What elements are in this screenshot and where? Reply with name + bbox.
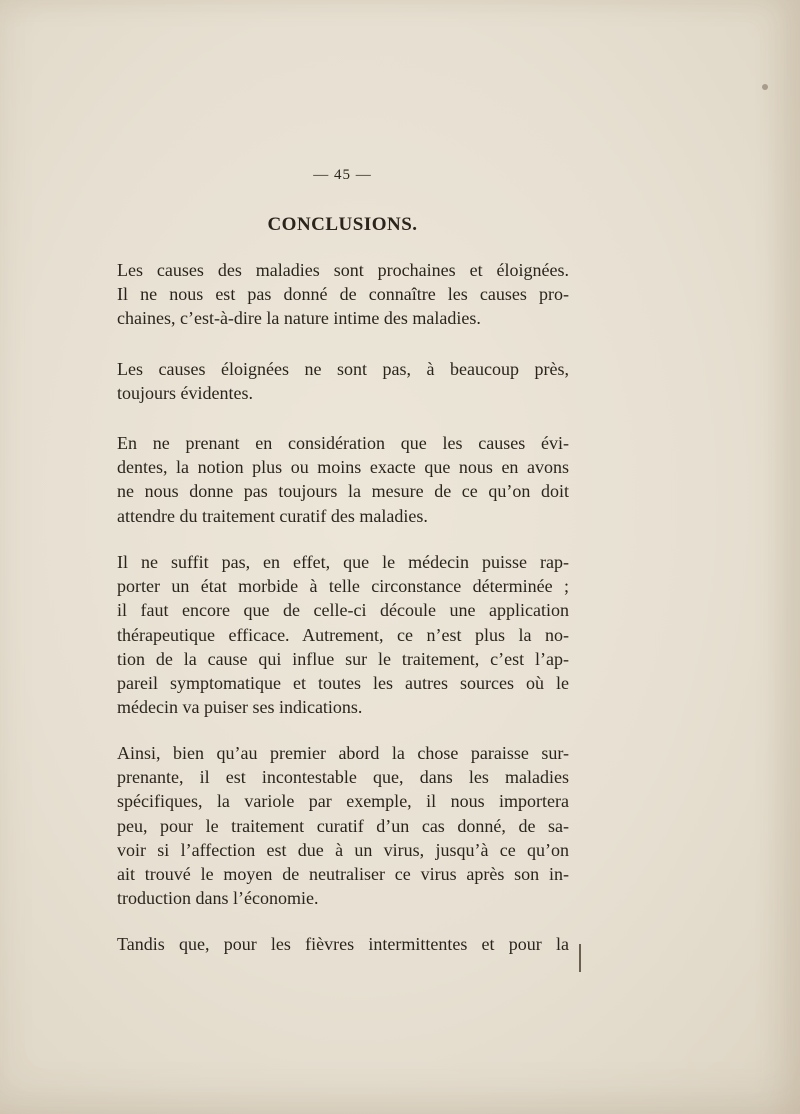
paragraph-1: [117, 258, 569, 331]
text-line: attendre du traitement curatif des maladies.: [117, 505, 428, 526]
text-line: thérapeutique efficace. Autrement, ce n’est plus la no-: [117, 624, 569, 645]
text-line: Il ne nous est pas donné de connaître les causes pro-: [117, 284, 569, 305]
paper-speck: [762, 84, 768, 90]
text-line: Les causes des maladies sont prochaines et éloignées.: [117, 260, 569, 280]
text-line: Les causes éloignées ne sont pas, à beaucoup près,: [117, 359, 569, 379]
paragraph-4: [117, 550, 569, 719]
paragraph-3: [117, 431, 569, 528]
text-line: tion de la cause qui influe sur le traitement, c’est l’ap-: [117, 648, 569, 669]
text-line: porter un état morbide à telle circonstance déterminée ;: [117, 576, 569, 597]
page-number: — 45 —: [313, 167, 372, 183]
paragraph-6: [117, 932, 569, 956]
text-line: Ainsi, bien qu’au premier abord la chose paraisse sur-: [117, 743, 569, 763]
section-heading: CONCLUSIONS.: [267, 214, 418, 235]
text-line: toujours évidentes.: [117, 383, 253, 404]
text-line: Il ne suffit pas, en effet, que le médecin puisse rap-: [117, 552, 569, 572]
text-line: il faut encore que de celle-ci découle une application: [117, 600, 569, 621]
text-line: Tandis que, pour les fièvres intermittentes et pour la: [117, 934, 569, 954]
text-line: chaines, c’est-à-dire la nature intime des maladies.: [117, 308, 481, 329]
text-line: prenante, il est incontestable que, dans les maladies: [117, 767, 569, 788]
paragraph-5: [117, 741, 569, 910]
text-line: médecin va puiser ses indications.: [117, 697, 363, 718]
text-line: voir si l’affection est due à un virus, jusqu’à ce qu’on: [117, 839, 569, 860]
text-line: peu, pour le traitement curatif d’un cas donné, de sa-: [117, 815, 569, 836]
ink-mark: [579, 944, 581, 972]
text-line: spécifiques, la variole par exemple, il nous importera: [117, 791, 569, 812]
text-line: ne nous donne pas toujours la mesure de ce qu’on doit: [117, 481, 569, 502]
paragraph-2: [117, 357, 569, 405]
text-line: dentes, la notion plus ou moins exacte que nous en avons: [117, 457, 569, 478]
text-line: En ne prenant en considération que les causes évi-: [117, 433, 569, 453]
text-line: troduction dans l’économie.: [117, 888, 319, 909]
text-line: ait trouvé le moyen de neutraliser ce virus après son in-: [117, 864, 569, 885]
text-line: pareil symptomatique et toutes les autres sources où le: [117, 673, 569, 694]
